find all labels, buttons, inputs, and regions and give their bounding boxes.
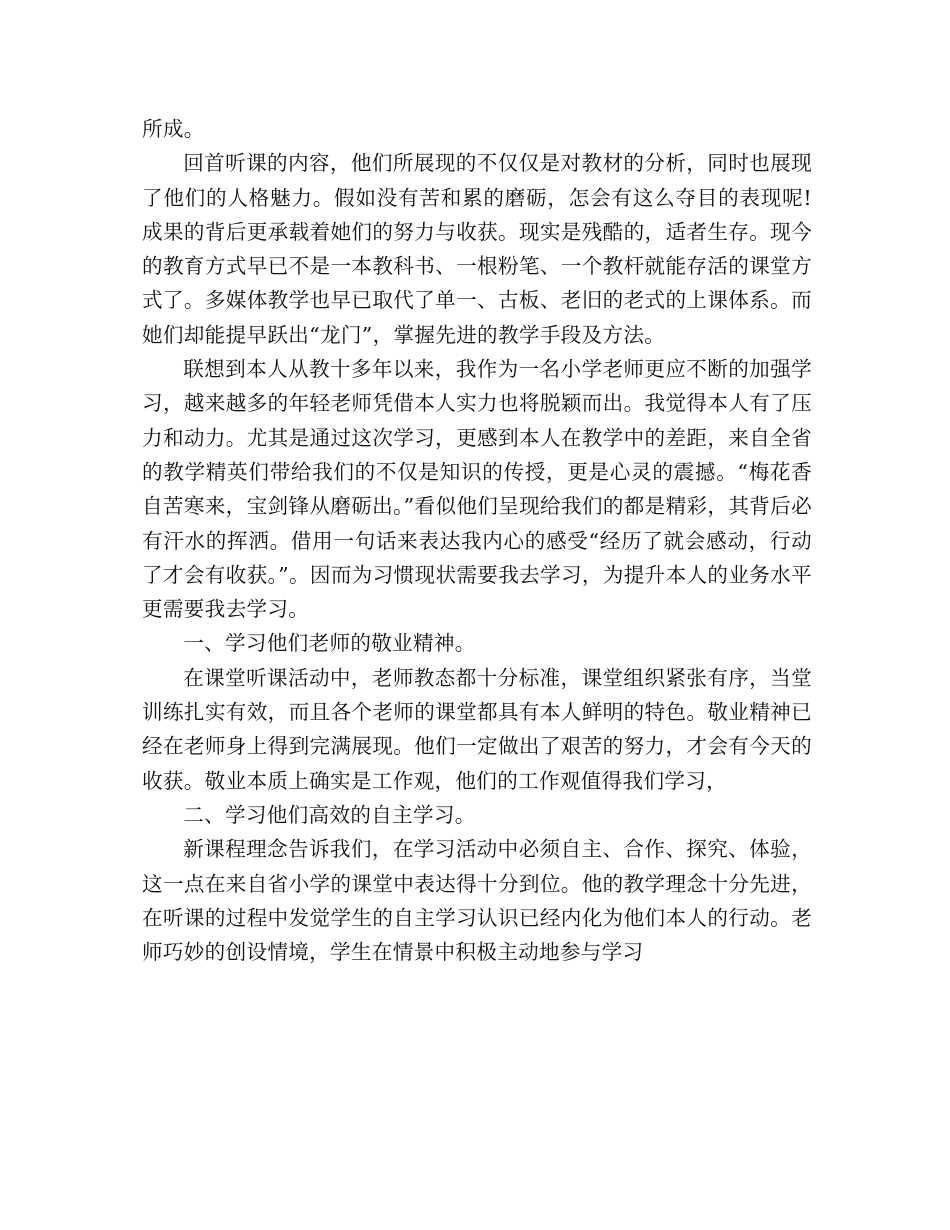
paragraph-continuation: 所成。 [142,117,205,141]
paragraph-self-reflection: 联想到本人从教十多年以来，我作为一名小学老师更应不断的加强学习，越来越多的年轻老师凭借本人实力也将脱颖而出。我觉得本人有了压力和动力。尤其是通过这次学习，更感到本人在教学中的差距，来自全省的教学精英们带给我们的不仅是知识的传授，更是心灵的震撼。“梅花香自苦寒来，宝剑锋从磨砺出。”看似他们呈现给我们的都是精彩，其背后必有汗水的挥洒。借用一句话来表达我内心的感受“经历了就会感动，行动了才会有收获。”。因而为习惯现状需要我去学习，为提升本人的业务水平更需要我去学习。 [142,357,812,622]
section-heading-dedication: 一、学习他们老师的敬业精神。 [183,631,476,656]
paragraph-review-lessons: 回首听课的内容，他们所展现的不仅仅是对教材的分析，同时也展现了他们的人格魅力。假如没有苦和累的磨砺，怎会有这么夺目的表现呢!成果的背后更承载着她们的努力与收获。现实是残酷的，适者生存。现今的教育方式早已不是一本教科书、一根粉笔、一个教杆就能存活的课堂方式了。多媒体教学也早已取代了单一、古板、老旧的老式的上课体系。而她们却能提早跃出“龙门”，掌握先进的教学手段及方法。 [142,151,812,347]
paragraph-self-study: 新课程理念告诉我们，在学习活动中必须自主、合作、探究、体验，这一点在来自省小学的课堂中表达得十分到位。他的教学理念十分先进，在听课的过程中发觉学生的自主学习认识已经内化为他们本人的行动。老师巧妙的创设情境，学生在情景中积极主动地参与学习 [142,837,812,965]
section-heading-self-study: 二、学习他们高效的自主学习。 [183,802,476,827]
document-body [142,112,812,969]
paragraph-dedication: 在课堂听课活动中，老师教态都十分标准，课堂组织紧张有序，当堂训练扎实有效，而且各个老师的课堂都具有本人鲜明的特色。敬业精神已经在老师身上得到完满展现。他们一定做出了艰苦的努力，才会有今天的收获。敬业本质上确实是工作观，他们的工作观值得我们学习， [142,665,812,793]
